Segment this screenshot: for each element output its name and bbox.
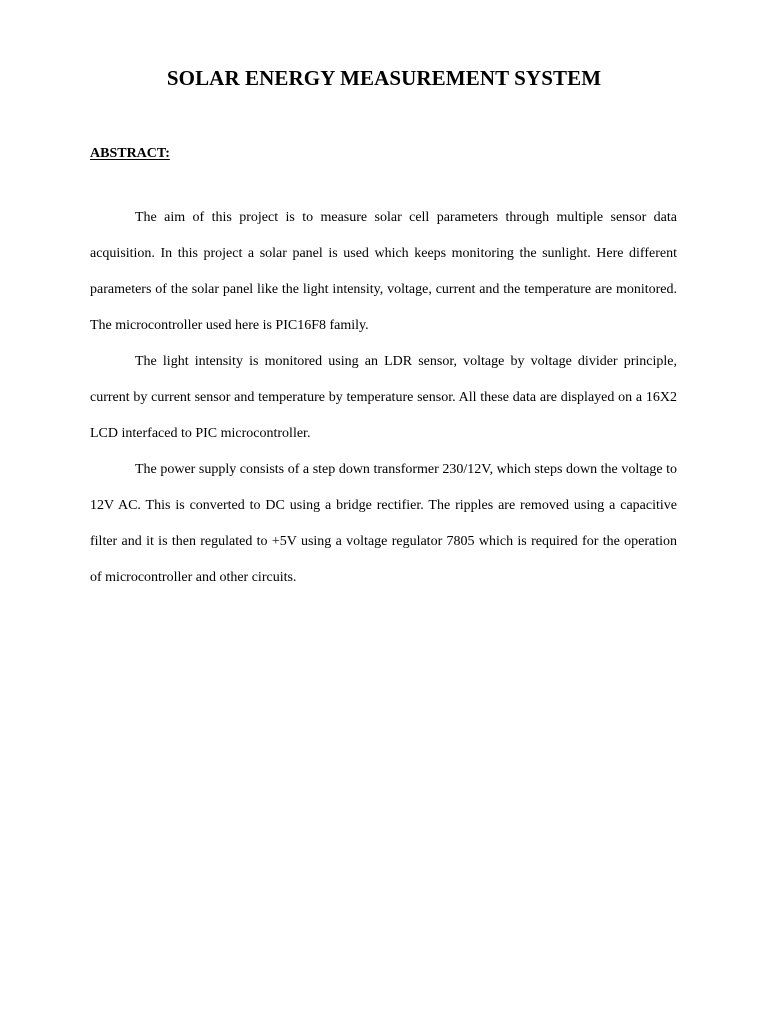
abstract-paragraph-2: The light intensity is monitored using an LDR sensor, voltage by voltage divider principle, current by current sensor and temperature by temperature sensor. All these data are displayed on a 16X2 LCD interfaced to PIC microcontroller. (90, 354, 677, 441)
document-title: SOLAR ENERGY MEASUREMENT SYSTEM (166, 66, 602, 90)
abstract-paragraph-3: The power supply consists of a step down transformer 230/12V, which steps down the voltage to 12V AC. This is converted to DC using a bridge rectifier. The ripples are removed using a capacitive filter and it is then regulated to +5V using a voltage regulator 7805 which is required for the operation of microcontroller and other circuits. (90, 462, 677, 585)
abstract-body (90, 200, 677, 596)
abstract-heading: ABSTRACT: (90, 146, 170, 161)
abstract-paragraph-1: The aim of this project is to measure solar cell parameters through multiple sensor data acquisition. In this project a solar panel is used which keeps monitoring the sunlight. Here different parameters of the solar panel like the light intensity, voltage, current and the temperature are monitored. The microcontroller used here is PIC16F8 family. (90, 210, 677, 333)
